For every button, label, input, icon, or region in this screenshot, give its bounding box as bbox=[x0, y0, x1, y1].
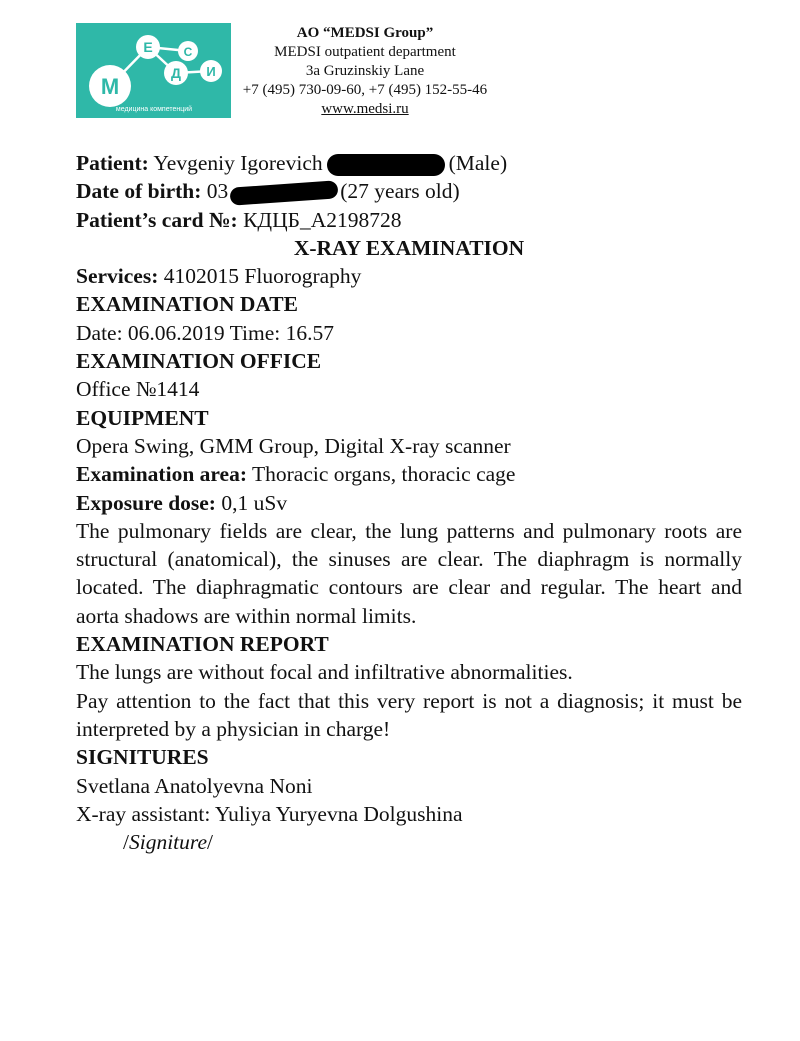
patient-age: (27 years old) bbox=[340, 179, 460, 204]
services-value: 4102015 Fluorography bbox=[163, 264, 362, 289]
patient-label: Patient: bbox=[76, 151, 149, 175]
clinic-phones: +7 (495) 730-09-60, +7 (495) 152-55-46 bbox=[242, 82, 488, 98]
department-name: MEDSI outpatient department bbox=[274, 44, 456, 60]
services-line bbox=[76, 262, 742, 290]
document-title: X-RAY EXAMINATION bbox=[293, 235, 525, 260]
dob-line bbox=[76, 177, 742, 205]
equipment-value: Opera Swing, GMM Group, Digital X-ray scanner bbox=[76, 433, 511, 458]
card-line bbox=[76, 206, 742, 234]
findings-paragraph: The pulmonary fields are clear, the lung patterns and pulmonary roots are structural (anatomical), the sinuses are clear. The diaphragm is normally located. The diaphragmatic contours are clear and regular. The heart and aorta shadows are within normal limits. bbox=[76, 518, 742, 628]
signatures-heading: SIGNITURES bbox=[76, 745, 209, 770]
exam-area-label: Examination area: bbox=[76, 462, 248, 487]
patient-sex: (Male) bbox=[448, 151, 508, 175]
dob-label: Date of birth: bbox=[76, 179, 202, 204]
patient-name: Yevgeniy Igorevich bbox=[153, 151, 323, 175]
report-heading: EXAMINATION REPORT bbox=[76, 632, 329, 657]
report-body bbox=[76, 149, 742, 856]
exam-area-line bbox=[76, 460, 742, 488]
exam-office-value: Office №1414 bbox=[76, 377, 200, 402]
exam-date-heading: EXAMINATION DATE bbox=[76, 292, 298, 317]
exam-area-value: Thoracic organs, thoracic cage bbox=[252, 462, 516, 487]
logo-letter-m: М bbox=[100, 74, 120, 99]
assistant-name: X-ray assistant: Yuliya Yuryevna Dolgushina bbox=[76, 801, 463, 826]
services-label: Services: bbox=[76, 264, 159, 289]
logo-letter-d: Д bbox=[171, 65, 181, 81]
medsi-logo bbox=[76, 23, 231, 118]
signature-word: Signiture bbox=[128, 830, 208, 855]
equipment-heading: EQUIPMENT bbox=[76, 405, 209, 430]
signature-close: / bbox=[207, 830, 214, 855]
logo-molecule-graphic bbox=[76, 23, 231, 118]
dose-label: Exposure dose: bbox=[76, 490, 216, 515]
clinic-website-link[interactable]: www.medsi.ru bbox=[321, 101, 409, 117]
exam-office-heading: EXAMINATION OFFICE bbox=[76, 349, 322, 374]
report-note: Pay attention to the fact that this very report is not a diagnosis; it must be interpreted by a physician in charge! bbox=[76, 688, 742, 741]
dose-value: 0,1 uSv bbox=[221, 490, 288, 515]
logo-tagline: медицина компетенций bbox=[115, 106, 193, 113]
logo-letter-e: Е bbox=[143, 39, 153, 55]
card-label: Patient’s card №: bbox=[76, 207, 238, 232]
clinic-address: 3a Gruzinskiy Lane bbox=[305, 63, 425, 79]
exam-date-value: Date: 06.06.2019 Time: 16.57 bbox=[76, 320, 335, 345]
redacted-surname bbox=[327, 154, 445, 176]
signature-open: / bbox=[123, 830, 129, 855]
patient-line bbox=[76, 149, 742, 177]
dose-line bbox=[76, 489, 742, 517]
logo-letter-i: И bbox=[206, 64, 216, 79]
clinic-header bbox=[225, 24, 505, 119]
dob-visible: 03 bbox=[206, 179, 229, 204]
report-text: The lungs are without focal and infiltrative abnormalities. bbox=[76, 660, 573, 685]
doctor-name: Svetlana Anatolyevna Noni bbox=[76, 773, 313, 798]
org-name: AO “MEDSI Group” bbox=[296, 25, 434, 41]
redacted-dob bbox=[230, 181, 339, 206]
signature-placeholder bbox=[76, 828, 742, 856]
logo-letter-s: С bbox=[183, 45, 193, 59]
card-number: КДЦБ_А2198728 bbox=[243, 207, 402, 232]
